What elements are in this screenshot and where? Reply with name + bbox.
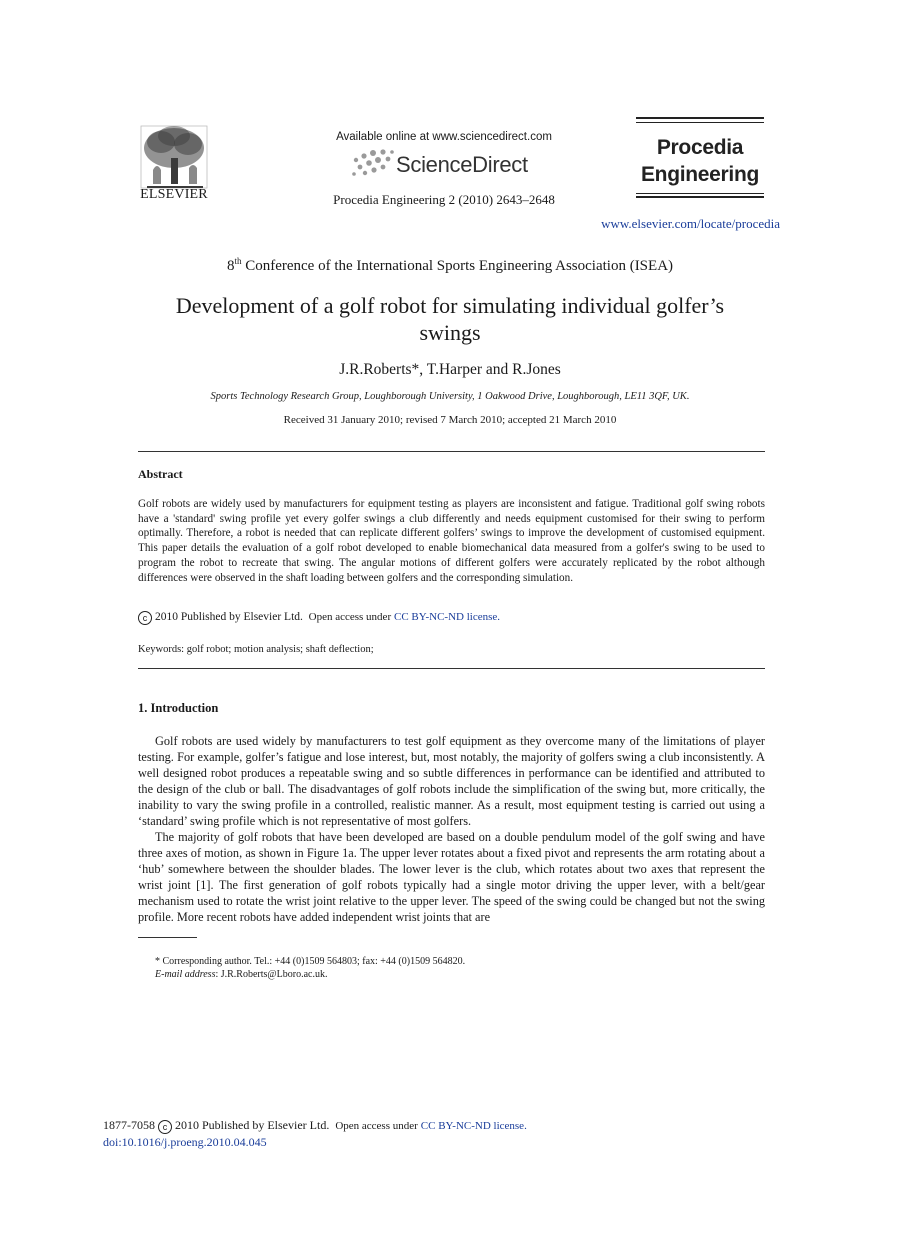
journal-reference: Procedia Engineering 2 (2010) 2643–2648 [333, 192, 555, 207]
conference-line [100, 256, 800, 275]
procedia-logo-line1: Procedia [656, 136, 744, 159]
affiliation: Sports Technology Research Group, Loughborough University, 1 Oakwood Drive, Loughborough, LE11 3QF, UK. [210, 391, 690, 402]
copyright-icon: c [138, 611, 152, 625]
copyright-icon: c [158, 1120, 172, 1134]
received-dates: Received 31 January 2010; revised 7 March 2010; accepted 21 March 2010 [283, 414, 617, 426]
copyright-text: 2010 Published by Elsevier Ltd. [155, 611, 303, 623]
footnote-divider [138, 937, 197, 938]
paper-title-line2: swings [419, 320, 481, 345]
intro-paragraph-1: Golf robots are used widely by manufacturers to test golf equipment as they overcome many of the limitations of player testing. For example, golfer’s fatigue and lose interest, but, most notably, the majority of golfers swing a club inconsistently. A well designed robot produces a repeatable swing and so subtle differences in performance can be identified and attributed to the design of the club or ball. The disadvantages of golf robots include the simplification of the swing but, more critically, the inability to vary the swing profile in a controlled, realistic manner. As a result, most equipment testing is carried out using a ‘standard’ swing profile which is not representative of most golfers. [138, 734, 765, 828]
keywords: Keywords: golf robot; motion analysis; shaft deflection; [138, 644, 374, 655]
conference-number: 8 [226, 258, 235, 274]
divider-bottom [138, 668, 765, 669]
issn: 1877-7058 [103, 1118, 155, 1132]
bottom-copyright-text: 2010 Published by Elsevier Ltd. [175, 1118, 330, 1132]
available-online-text: Available online at www.sciencedirect.com [336, 131, 552, 143]
elsevier-wordmark: ELSEVIER [140, 187, 208, 202]
license-link[interactable]: CC BY-NC-ND license. [393, 611, 501, 623]
email-label: E-mail address [155, 969, 216, 980]
doi-link[interactable]: doi:10.1016/j.proeng.2010.04.045 [103, 1135, 267, 1149]
procedia-engineering-logo [636, 117, 764, 197]
conference-name: Conference of the International Sports Engineering Association (ISEA) [241, 258, 674, 274]
author-list: J.R.Roberts*, T.Harper and R.Jones [339, 361, 561, 378]
abstract-heading: Abstract [138, 467, 183, 481]
abstract-copyright [138, 611, 765, 625]
bottom-issn-line [103, 1118, 527, 1134]
conference-ordinal: th [234, 256, 242, 266]
paper-title-line1: Development of a golf robot for simulating individual golfer’s [175, 293, 725, 318]
paper-title [100, 292, 800, 346]
open-access-text: Open access under [308, 611, 392, 623]
abstract-body: Golf robots are widely used by manufacturers for equipment testing as players are inconsistent and fatigue. Traditional golf swing robots have a 'standard' swing profile yet every golfer swings a club differently and needs equipment customised for their swing to perform optimally. Therefore, a robot is needed that can replicate different golfers’ swings to improve the development of customised equipment. This paper details the evaluation of a golf robot developed to enable biomechanical data measured from a golfer's swing to be used to program the robot to recreate that swing. The angular motions of different golfers were accurately replicated by the robot although differences were observed in the shaft loading between golfers and the corresponding simulation. [138, 498, 765, 584]
introduction-heading: 1. Introduction [138, 701, 219, 715]
journal-url-link[interactable]: www.elsevier.com/locate/procedia [601, 216, 780, 231]
footnote-email [155, 969, 327, 980]
bottom-open-access-text: Open access under [335, 1120, 418, 1132]
procedia-logo-line2: Engineering [640, 163, 760, 186]
bottom-license-link[interactable]: CC BY-NC-ND license. [420, 1120, 527, 1132]
divider-top [138, 451, 765, 452]
sciencedirect-wordmark: ScienceDirect [396, 152, 528, 177]
intro-paragraph-2: The majority of golf robots that have been developed are based on a double pendulum model of the golf swing and have three axes of motion, as shown in Figure 1a. The upper lever rotates about a fixed pivot and represents the arm rotating about a ‘hub’ somewhere between the shoulder blades. The lower lever is the club, which rotates about two axes that represent the wrist joint [1]. The first generation of golf robots typically had a single motor driving the upper lever, with a belt/gear mechanism used to rotate the wrist joint relative to the upper lever. The speed of the swing could be changed but not the swing profile. More recent robots have added independent wrist joints that are [138, 830, 765, 924]
email-value: : J.R.Roberts@Lboro.ac.uk. [215, 969, 328, 980]
footnote-corresponding-author: * Corresponding author. Tel.: +44 (0)1509 564803; fax: +44 (0)1509 564820. [155, 956, 466, 967]
